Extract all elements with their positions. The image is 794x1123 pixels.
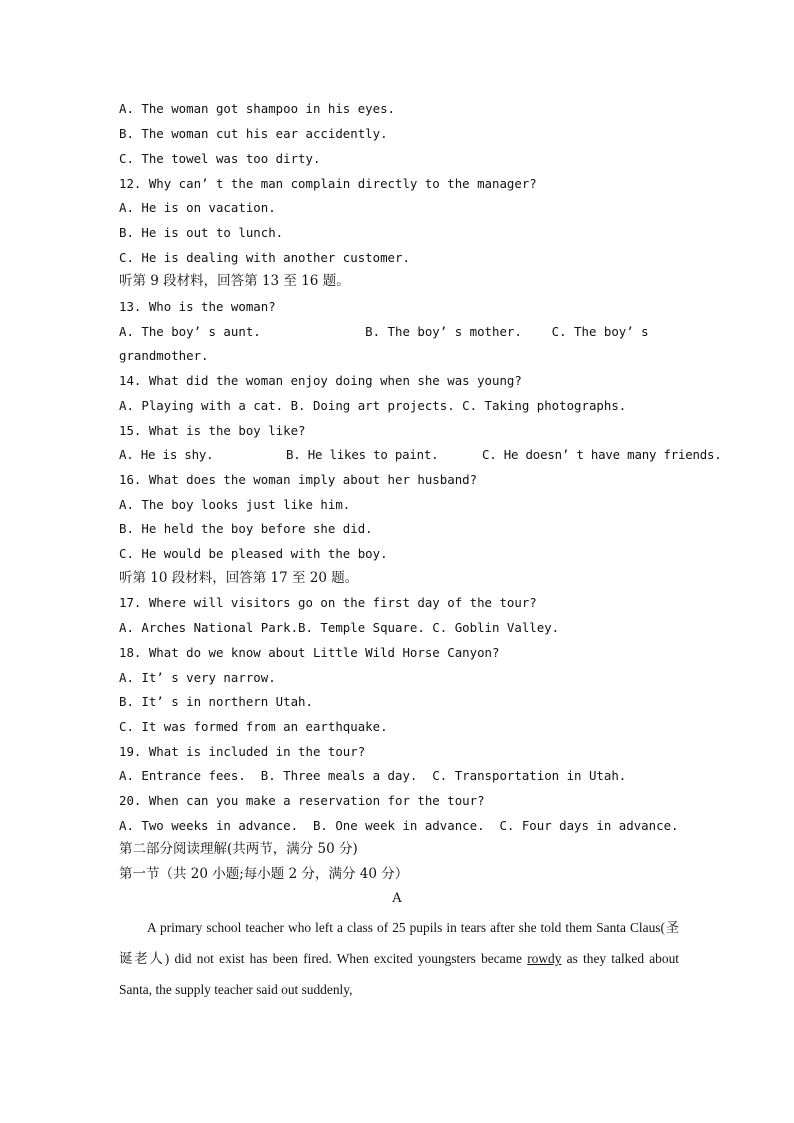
option-line: A. The boy looks just like him. xyxy=(119,497,351,512)
option-line: A. The woman got shampoo in his eyes. xyxy=(119,101,396,116)
option-line: A. Entrance fees. B. Three meals a day. C. Transportation in Utah. xyxy=(119,768,627,783)
option-line: A. Playing with a cat. B. Doing art projects. C. Taking photographs. xyxy=(119,398,627,413)
option-line: A. The boy’ s aunt. B. The boy’ s mother. C. The boy’ s xyxy=(119,324,649,339)
part-heading: 第二部分阅读理解(共两节，满分 50 分) xyxy=(119,841,358,857)
option-line: A. He is shy. B. He likes to paint. C. He doesn’ t have many friends. xyxy=(119,447,722,462)
option-line: B. He held the boy before she did. xyxy=(119,521,373,536)
section-instruction: 听第 10 段材料，回答第 17 至 20 题。 xyxy=(119,570,359,586)
option-line: C. He is dealing with another customer. xyxy=(119,250,410,265)
section-instruction: 听第 9 段材料，回答第 13 至 16 题。 xyxy=(119,273,350,289)
question-line: 14. What did the woman enjoy doing when she was young? xyxy=(119,373,522,388)
option-line: C. He would be pleased with the boy. xyxy=(119,546,388,561)
question-line: 15. What is the boy like? xyxy=(119,423,306,438)
passage-text: as they talked about Santa, the supply teacher said out suddenly, xyxy=(119,951,679,997)
option-line: A. It’ s very narrow. xyxy=(119,670,276,685)
option-line: B. It’ s in northern Utah. xyxy=(119,694,313,709)
passage-text: A primary school teacher who left a class of 25 pupils in tears after she told them Santa Claus(圣诞老人) did not exist has been fired. When excited youngsters became xyxy=(119,920,679,966)
question-line: 18. What do we know about Little Wild Horse Canyon? xyxy=(119,645,500,660)
option-line: C. The towel was too dirty. xyxy=(119,151,321,166)
question-line: 17. Where will visitors go on the first day of the tour? xyxy=(119,595,537,610)
option-line: A. He is on vacation. xyxy=(119,200,276,215)
question-line: 19. What is included in the tour? xyxy=(119,744,366,759)
question-line: 20. When can you make a reservation for the tour? xyxy=(119,793,485,808)
option-line: grandmother. xyxy=(119,348,209,363)
option-line: A. Arches National Park.B. Temple Square. C. Goblin Valley. xyxy=(119,620,560,635)
passage-paragraph xyxy=(119,912,679,1005)
option-line: B. He is out to lunch. xyxy=(119,225,284,240)
section-heading: 第一节（共 20 小题;每小题 2 分，满分 40 分） xyxy=(119,866,409,882)
option-line: B. The woman cut his ear accidently. xyxy=(119,126,388,141)
passage-letter: A xyxy=(392,891,402,906)
underlined-word: rowdy xyxy=(527,951,562,966)
question-line: 16. What does the woman imply about her husband? xyxy=(119,472,478,487)
option-line: A. Two weeks in advance. B. One week in advance. C. Four days in advance. xyxy=(119,818,679,833)
question-line: 13. Who is the woman? xyxy=(119,299,276,314)
question-line: 12. Why can’ t the man complain directly to the manager? xyxy=(119,176,537,191)
option-line: C. It was formed from an earthquake. xyxy=(119,719,388,734)
